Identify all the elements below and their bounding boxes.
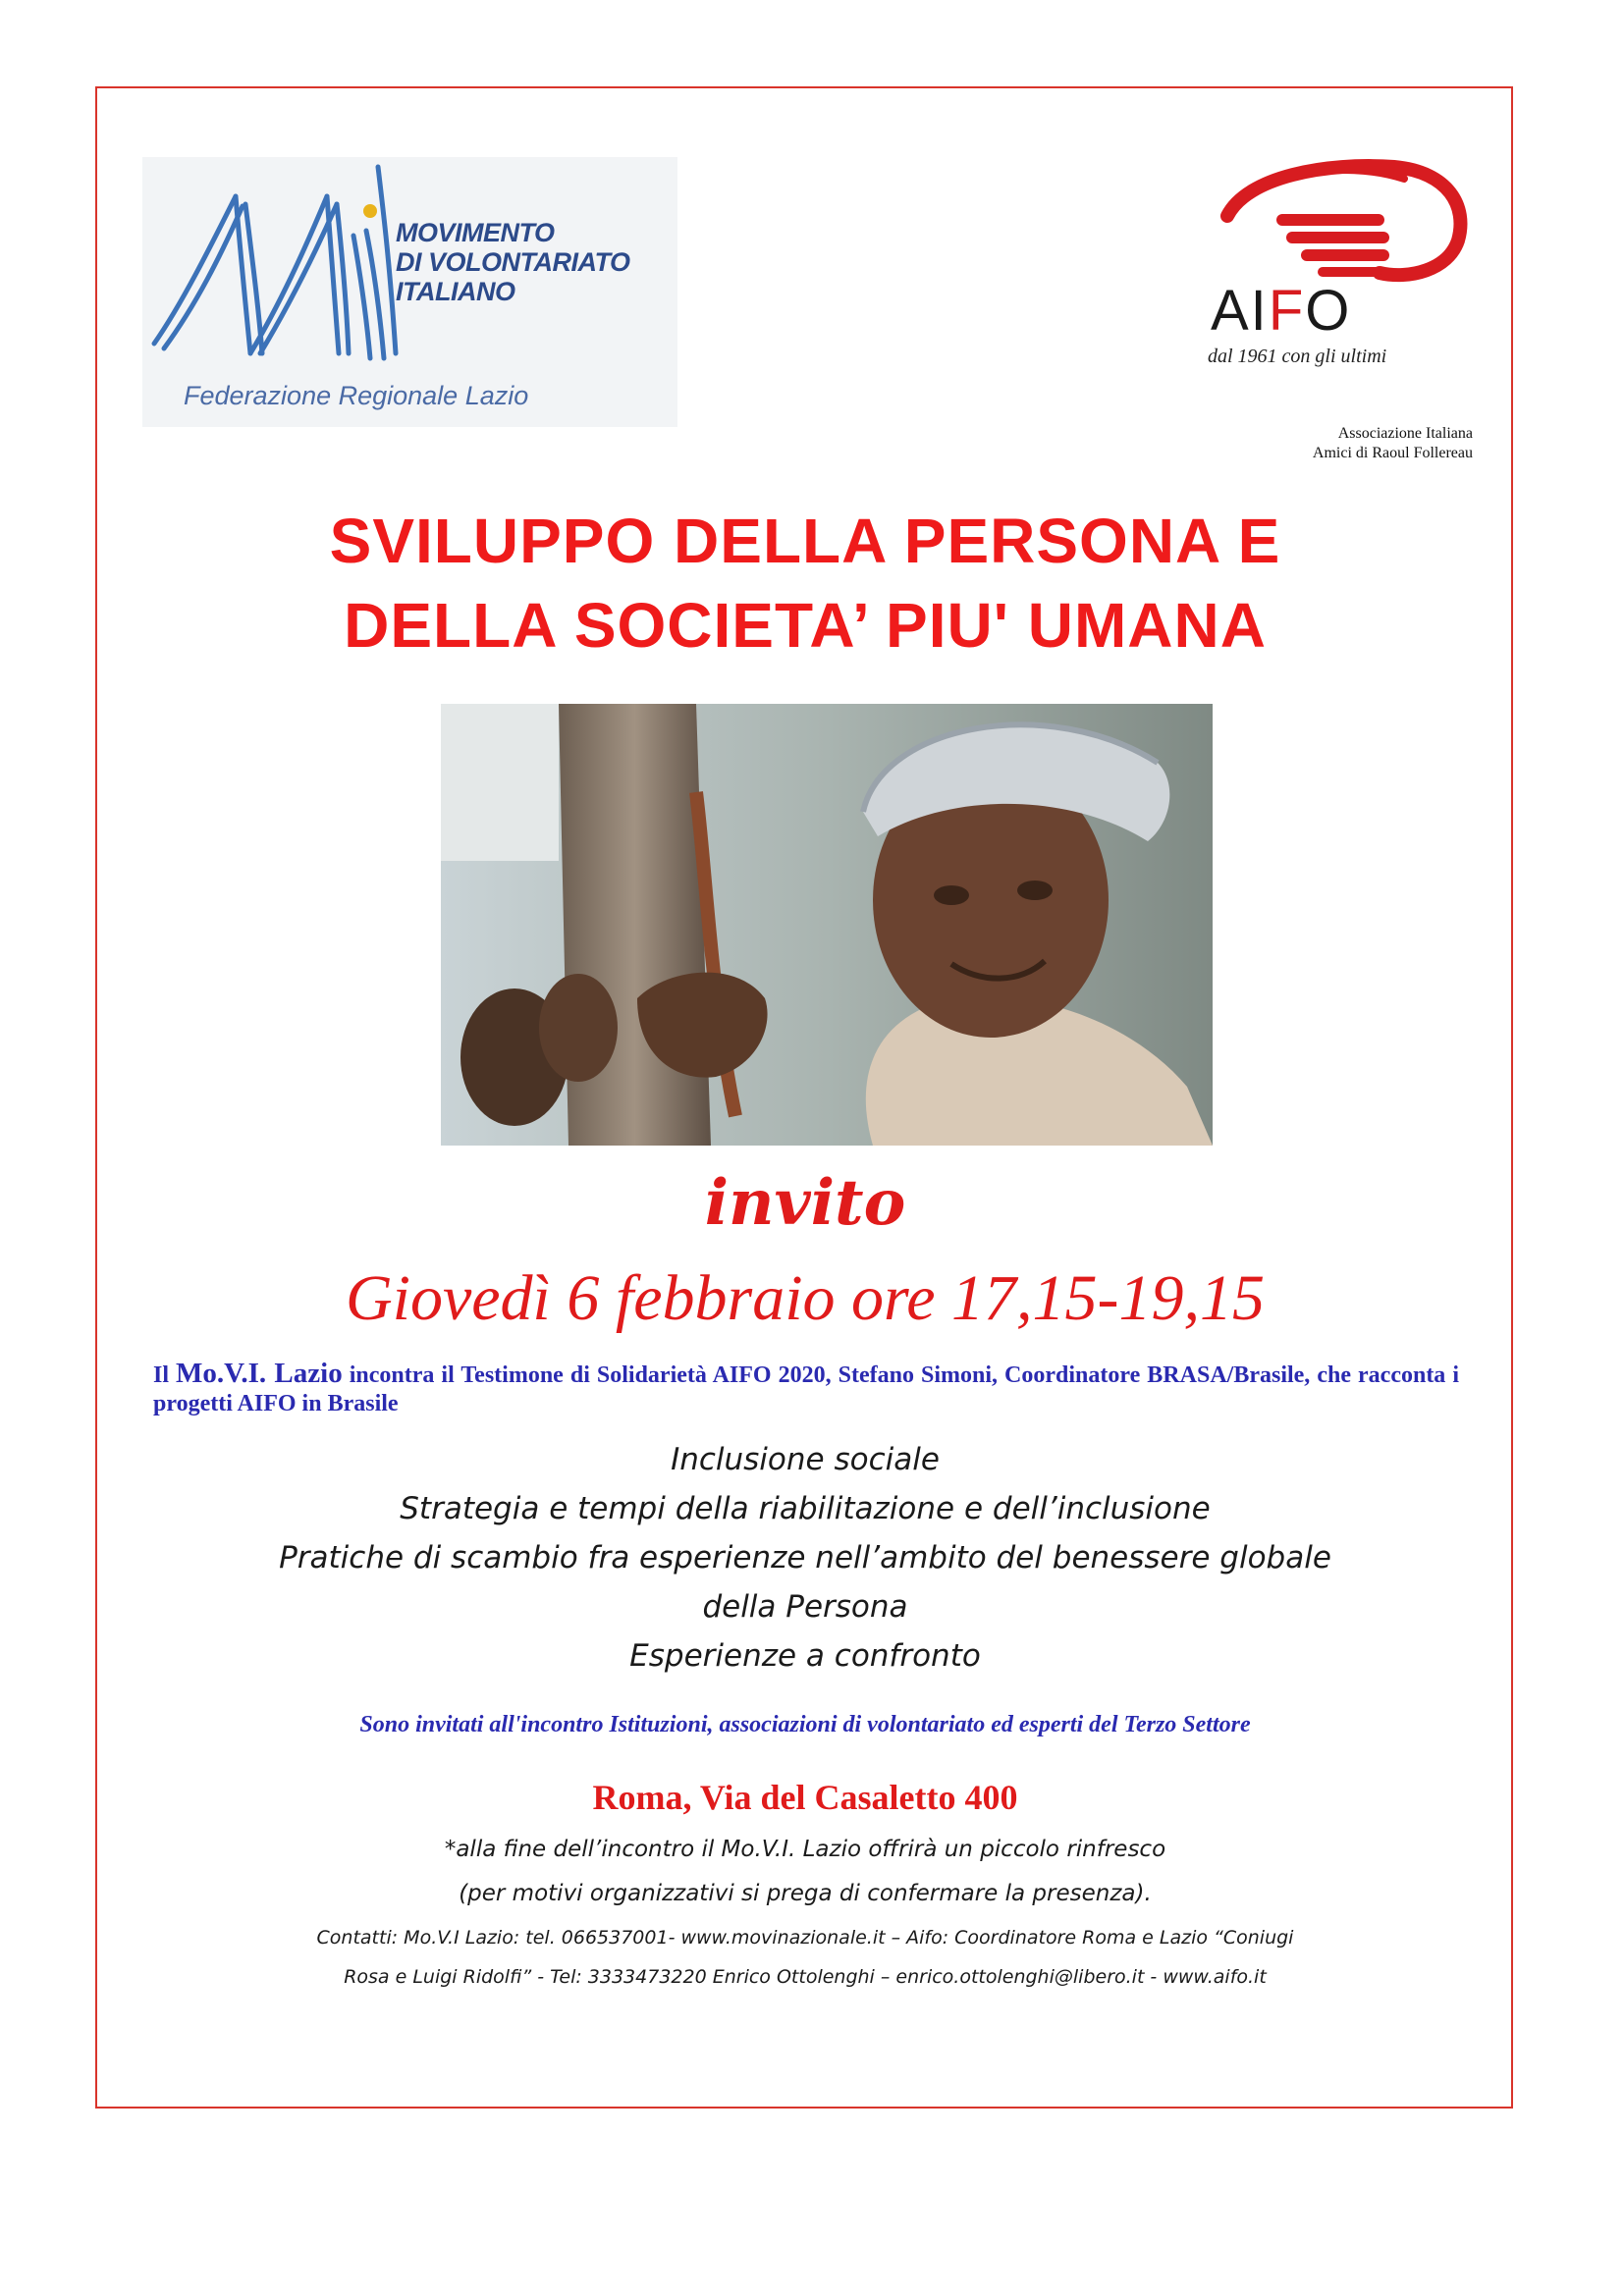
contacts bbox=[147, 1918, 1463, 1997]
aifo-word-prefix: AI bbox=[1211, 279, 1269, 343]
movi-line-2: DI VOLONTARIATO bbox=[396, 247, 630, 277]
event-venue: Roma, Via del Casaletto 400 bbox=[592, 1778, 1018, 1817]
intro-org: Mo.V.I. Lazio bbox=[176, 1358, 343, 1389]
title-line-2: DELLA SOCIETA’ PIU' UMANA bbox=[344, 590, 1267, 661]
contacts-line-1: Contatti: Mo.V.I Lazio: tel. 066537001- www.movinazionale.it – Aifo: Coordinatore Roma e Lazio “Coniugi bbox=[316, 1927, 1294, 1949]
intro-prefix: Il bbox=[153, 1362, 177, 1388]
aifo-logo bbox=[1208, 157, 1473, 373]
event-date: Giovedì 6 febbraio ore 17,15-19,15 bbox=[345, 1262, 1266, 1334]
portrait-photo bbox=[441, 704, 1213, 1146]
topic-item: della Persona bbox=[702, 1589, 908, 1625]
event-notes bbox=[118, 1828, 1492, 1916]
intro-paragraph bbox=[153, 1360, 1459, 1418]
invited-guests: Sono invitati all'incontro Istituzioni, associazioni di volontariato ed esperti del Terzo Settore bbox=[359, 1712, 1251, 1737]
note-line-1: *alla fine dell’incontro il Mo.V.I. Lazio offrirà un piccolo rinfresco bbox=[444, 1837, 1166, 1862]
aifo-word-f: F bbox=[1268, 279, 1306, 343]
aifo-wordmark bbox=[1211, 279, 1352, 343]
assoc-line-1: Associazione Italiana bbox=[1337, 425, 1473, 442]
intro-text: incontra il Testimone di Solidarietà AIFO 2020, Stefano Simoni, Coordinatore BRASA/Brasile, che racconta i progetti AIFO in Brasile bbox=[153, 1362, 1460, 1416]
aifo-association bbox=[1313, 424, 1473, 463]
topic-item: Pratiche di scambio fra esperienze nell’ambito del benessere globale bbox=[279, 1540, 1331, 1575]
note-line-2: (per motivi organizzativi si prega di confermare la presenza). bbox=[459, 1881, 1152, 1906]
movi-logo bbox=[142, 157, 677, 427]
topics-list bbox=[118, 1435, 1492, 1681]
topic-item: Esperienze a confronto bbox=[629, 1638, 981, 1674]
page-title bbox=[118, 499, 1492, 667]
movi-line-3: ITALIANO bbox=[396, 277, 515, 306]
aifo-tagline: dal 1961 con gli ultimi bbox=[1208, 346, 1387, 367]
invito-heading: invito bbox=[704, 1166, 906, 1240]
elderly-woman-photo-icon bbox=[441, 704, 1213, 1146]
assoc-line-2: Amici di Raoul Follereau bbox=[1312, 445, 1473, 461]
contacts-line-2: Rosa e Luigi Ridolfi” - Tel: 3333473220 Enrico Ottolenghi – enrico.ottolenghi@libero.it - www.aifo.it bbox=[344, 1966, 1267, 1988]
movi-federation: Federazione Regionale Lazio bbox=[184, 381, 529, 410]
topic-item: Strategia e tempi della riabilitazione e dell’inclusione bbox=[400, 1491, 1211, 1526]
aifo-word-suffix: O bbox=[1305, 279, 1352, 343]
title-line-1: SVILUPPO DELLA PERSONA E bbox=[329, 506, 1281, 576]
movi-name bbox=[396, 218, 630, 306]
movi-line-1: MOVIMENTO bbox=[396, 218, 555, 247]
aifo-hand-icon bbox=[1208, 157, 1473, 285]
topic-item: Inclusione sociale bbox=[671, 1442, 940, 1477]
